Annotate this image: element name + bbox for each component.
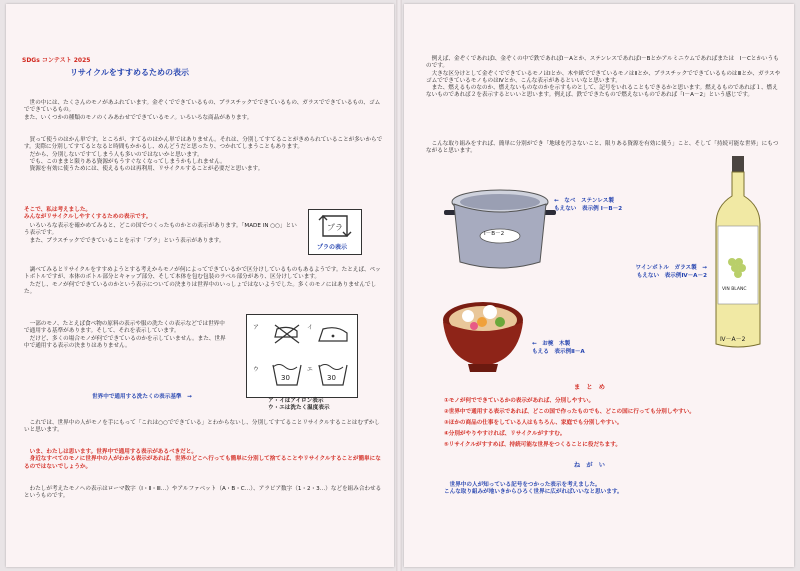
pla-caption: プラの表示 [317, 244, 348, 251]
paragraph-labels: いろいろな表示を確かめてみると、どこの国でつくったものかとの表示があります。「MADE IN ○○」という表示です。 また、プラスチックでできていることを示す「プラ」という表示があります。 [24, 223, 297, 244]
pot-code-label: Ⅰ－B－2 [484, 231, 505, 237]
paragraph-examples: 例えば、金ぞくであればⅠ、金ぞくの中で鉄であればⅠ－Aとか、ステンレスであればⅠ－Bとかアルミニウムであればまたは Ⅰ－Cとかいうものです。 大きな区分けとして金ぞくでできているモノはⅠとか、木や紙でできているモノはⅡとか、プラスチックでできているものはⅢとか、ガラスやゴムでできているモノものはⅣとか、こんな表示があるといいなと思います。 また、燃えるものなのか、燃えないものなのかを示すものとして、記号をいれることもできるかと思います。燃えるものであれば１、燃えないものであれば２を表示するといいと思います。例えば、鉄でできたもので燃えないものであれば「Ⅰ－A－2」という感じです。 [426, 56, 781, 99]
pot-caption: ← なべ ステンレス製 もえない 表示例 Ⅰ－B－2 [554, 198, 623, 212]
pla-mark-box [308, 209, 362, 255]
pla-icon-text: プラ [327, 223, 343, 232]
summary-item-3: ③ほかの商品の仕事をしている人はもちろん、家庭でも分別しやすい。 [444, 420, 623, 426]
summary-item-5: ⑤リサイクルがすすめば、持続可能な世界をつくることに役だちます。 [444, 442, 621, 448]
care-symbols-graphic [247, 315, 357, 397]
summary-item-4: ④分別がやりやすければ、リサイクルがすすむ。 [444, 431, 566, 437]
paragraph-method: わたしが考えたモノへの表示はローマ数字（Ⅰ・Ⅱ・Ⅲ…）やアルファベット（A・B・C…）、アラビア数字（1・2・3…）などを組み合わせるというものです。 [24, 486, 382, 500]
care-standard-link[interactable]: 世界中で通用する洗たくの表示基準 → [92, 394, 192, 400]
summary-item-1: ①モノが何でできているかの表示があれば、分別しやすい。 [444, 398, 595, 404]
wine-caption: ワインボトル ガラス製 → もえない 表示例Ⅳ－A－2 [635, 265, 707, 279]
contest-label: SDGs コンテスト 2025 [22, 57, 91, 64]
paragraph-benefit: こんな取り組みをすれば、簡単に分別ができ「地球を汚さないこと、限りある資源を有効に使う」こと、そして「持続可能な世界」にもつながると思います。 [426, 141, 779, 155]
soup-bowl-illustration [438, 292, 528, 374]
summary-item-2: ②世界中で通用する表示であれば、どこの国で作ったものでも、どこの国に行っても分別しやすい。 [444, 409, 695, 415]
paragraph-research: 調べてみるとリサイクルをすすめようとする考えからモノが何によってできているかで区分けしているものもあるようです。たとえば、ペットボトルですが、本体のボトル部分とキャップ部分、そして本体を包む包装のラベル部分があり、区分けしています。 ただし、モノが何でできているのかという表示についての決まりは世界中のいっしょではないようでした。多くのモノにはありませんでした。 [24, 267, 381, 295]
left-page [6, 4, 394, 567]
paragraph-proposal: いま、わたしは思います。世界中で通用する表示があるべきだと。 身近なすべてのモノに世界中の人がわかる表示があれば、世界のどこへ行っても簡単に分別して捨てることやリサイクルすることが簡単になるのではないでしょうか。 [24, 449, 381, 470]
wash-temp-b: 30 [327, 374, 336, 382]
care-legend: ア・イはアイロン表示 ウ・エは洗たく温度表示 [268, 398, 330, 412]
summary-title: ま と め [574, 384, 605, 391]
right-page [404, 4, 794, 567]
care-label-a: ア [253, 325, 259, 331]
care-label-e: エ [307, 367, 313, 373]
pot-illustration [440, 180, 560, 275]
no-iron-icon [275, 325, 299, 343]
wine-bottle-illustration [712, 154, 764, 352]
care-label-i: イ [307, 325, 313, 331]
wine-code-label: Ⅳ－A－2 [720, 336, 746, 343]
heading-idea: そこで、私は考えました。 みんながリサイクルしやすくするための表示です。 [24, 207, 152, 221]
paragraph-standards: 一部のモノ、たとえば食べ物の原料の表示や服の洗たくの表示などでは世界中で通用する基準があります。そして、それを表示しています。 だけど、多くの場合モノが何でできているのかを示していません。また、世界中で通用する表示の決まりはありません。 [24, 321, 226, 349]
page-title: リサイクルをすすめるための表示 [70, 68, 189, 77]
page-gutter [396, 0, 402, 571]
paragraph-problem: これでは、世界中の人がモノを手にもって「これは○○でできている」とわからないし、分別してすてることリサイクルすることはむずかしいと思います。 [24, 420, 380, 434]
wash-temp-a: 30 [281, 374, 290, 382]
paragraph-disposal: 買って使うのはかん単です。ところが、すてるのはかん単ではありません。それは、分別してすてることがきめられていることが多いからです。実際に分別してすてるとなると時間もかかるし、めんどうだと思ったり、つかれてしまうこともあります。 だから、分別しないですてしまう人も多いのではないかと思います。 でも、このままと限りある資源がもうすぐなくなってしまうかもしれません。 資源を有効に使うためには、使えるものは再利用、リサイクルすることが必要だと思います。 [24, 137, 383, 173]
bowl-caption: ← お椀 木製 もえる 表示例Ⅱ－A [532, 341, 585, 355]
wish-text: 世界中の人が知っている記号をつかった表示を考えました。 こんな取り組みが地いきからひろく世界に広がればいいなと思います。 [444, 482, 623, 496]
wish-title: ね が い [574, 462, 605, 469]
care-label-u: ウ [253, 367, 259, 373]
care-label-panel [246, 314, 358, 398]
paragraph-intro: 世の中には、たくさんのモノがあふれています。金ぞくでできているもの、プラスチックでできているもの、ガラスでできているもの、ゴムでできているもの。 また、いくつかの種類のモノのくみあわせでできているモノ。いろいろな商品があります。 [24, 100, 381, 121]
iron-icon [319, 328, 347, 341]
pla-recycle-icon [309, 210, 361, 244]
wine-label-text: VIN BLANC [722, 287, 747, 292]
